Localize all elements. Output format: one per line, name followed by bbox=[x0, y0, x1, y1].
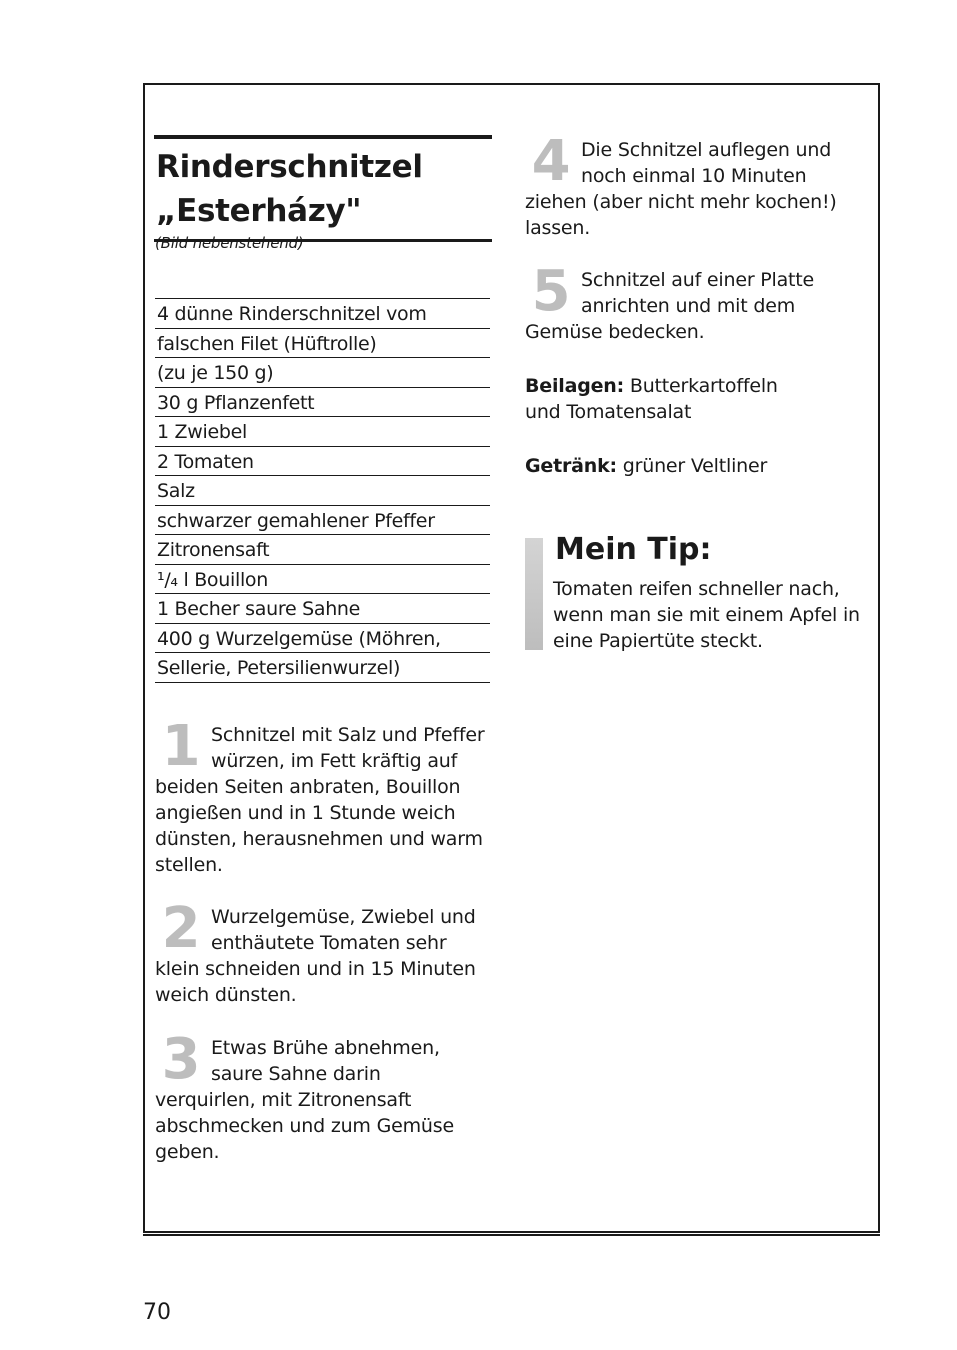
title-top-rule bbox=[154, 135, 492, 139]
step-number-4: 4 bbox=[531, 129, 571, 194]
recipe-title bbox=[156, 145, 492, 233]
ingredient-item: falschen Filet (Hüftrolle) bbox=[155, 328, 490, 358]
step-number-2: 2 bbox=[161, 896, 201, 961]
step-text-2: Wurzelgemüse, Zwiebel und enthäutete Tomaten sehr klein schneiden und in 15 Minuten weich dünsten. bbox=[155, 906, 476, 1006]
ingredient-item: (zu je 150 g) bbox=[155, 357, 490, 387]
title-block bbox=[154, 135, 492, 242]
ingredient-item: Salz bbox=[155, 475, 490, 505]
tip-heading: Mein Tip: bbox=[555, 532, 712, 567]
drink bbox=[525, 453, 825, 479]
step-text-3: Etwas Brühe abnehmen, saure Sahne darin verquirlen, mit Zitronensaft abschmecken und zum Gemüse geben. bbox=[155, 1037, 454, 1163]
side-dishes-label: Beilagen: bbox=[525, 375, 625, 397]
recipe-subtitle: (Bild nebenstehend) bbox=[155, 234, 304, 252]
ingredient-item: 4 dünne Rinderschnitzel vom bbox=[155, 298, 490, 328]
ingredient-list bbox=[155, 298, 490, 683]
tip-text: Tomaten reifen schneller nach, wenn man sie mit einem Apfel in eine Papiertüte steckt. bbox=[553, 578, 860, 652]
ingredient-item: 2 Tomaten bbox=[155, 446, 490, 476]
drink-label: Getränk: bbox=[525, 455, 617, 477]
ingredient-item: schwarzer gemahlener Pfeffer bbox=[155, 505, 490, 535]
step-text-4: Die Schnitzel auflegen und noch einmal 10 Minuten ziehen (aber nicht mehr kochen!) lassen. bbox=[525, 139, 837, 239]
ingredient-item: Sellerie, Petersilienwurzel) bbox=[155, 652, 490, 683]
step-number-3: 3 bbox=[161, 1027, 201, 1092]
step-5 bbox=[525, 259, 835, 345]
step-1 bbox=[155, 714, 485, 878]
step-4 bbox=[525, 129, 850, 241]
side-dishes bbox=[525, 373, 805, 425]
ingredient-item: 400 g Wurzelgemüse (Möhren, bbox=[155, 623, 490, 653]
recipe-title-line-2: „Esterházy" bbox=[156, 193, 362, 229]
ingredient-item: 1 Zwiebel bbox=[155, 416, 490, 446]
step-number-1: 1 bbox=[161, 714, 201, 779]
tip-accent-bar bbox=[525, 538, 543, 650]
step-3 bbox=[155, 1027, 485, 1165]
recipe-title-line-1: Rinderschnitzel bbox=[156, 149, 423, 185]
step-text-5: Schnitzel auf einer Platte anrichten und mit dem Gemüse bedecken. bbox=[525, 269, 815, 343]
ingredient-item: Zitronensaft bbox=[155, 534, 490, 564]
step-text-1: Schnitzel mit Salz und Pfeffer würzen, im Fett kräftig auf beiden Seiten anbraten, Bouillon angießen und in 1 Stunde weich dünsten, herausnehmen und warm stellen. bbox=[155, 724, 485, 876]
step-2 bbox=[155, 896, 485, 1008]
ingredient-item: 1 Becher saure Sahne bbox=[155, 593, 490, 623]
ingredient-item: 30 g Pflanzenfett bbox=[155, 387, 490, 417]
step-number-5: 5 bbox=[531, 259, 571, 324]
side-dishes-text: Butterkartoffeln und Tomatensalat bbox=[525, 375, 778, 423]
drink-text: grüner Veltliner bbox=[616, 455, 768, 477]
page-number: 70 bbox=[143, 1300, 171, 1325]
ingredient-item: ¹/₄ l Bouillon bbox=[155, 564, 490, 594]
